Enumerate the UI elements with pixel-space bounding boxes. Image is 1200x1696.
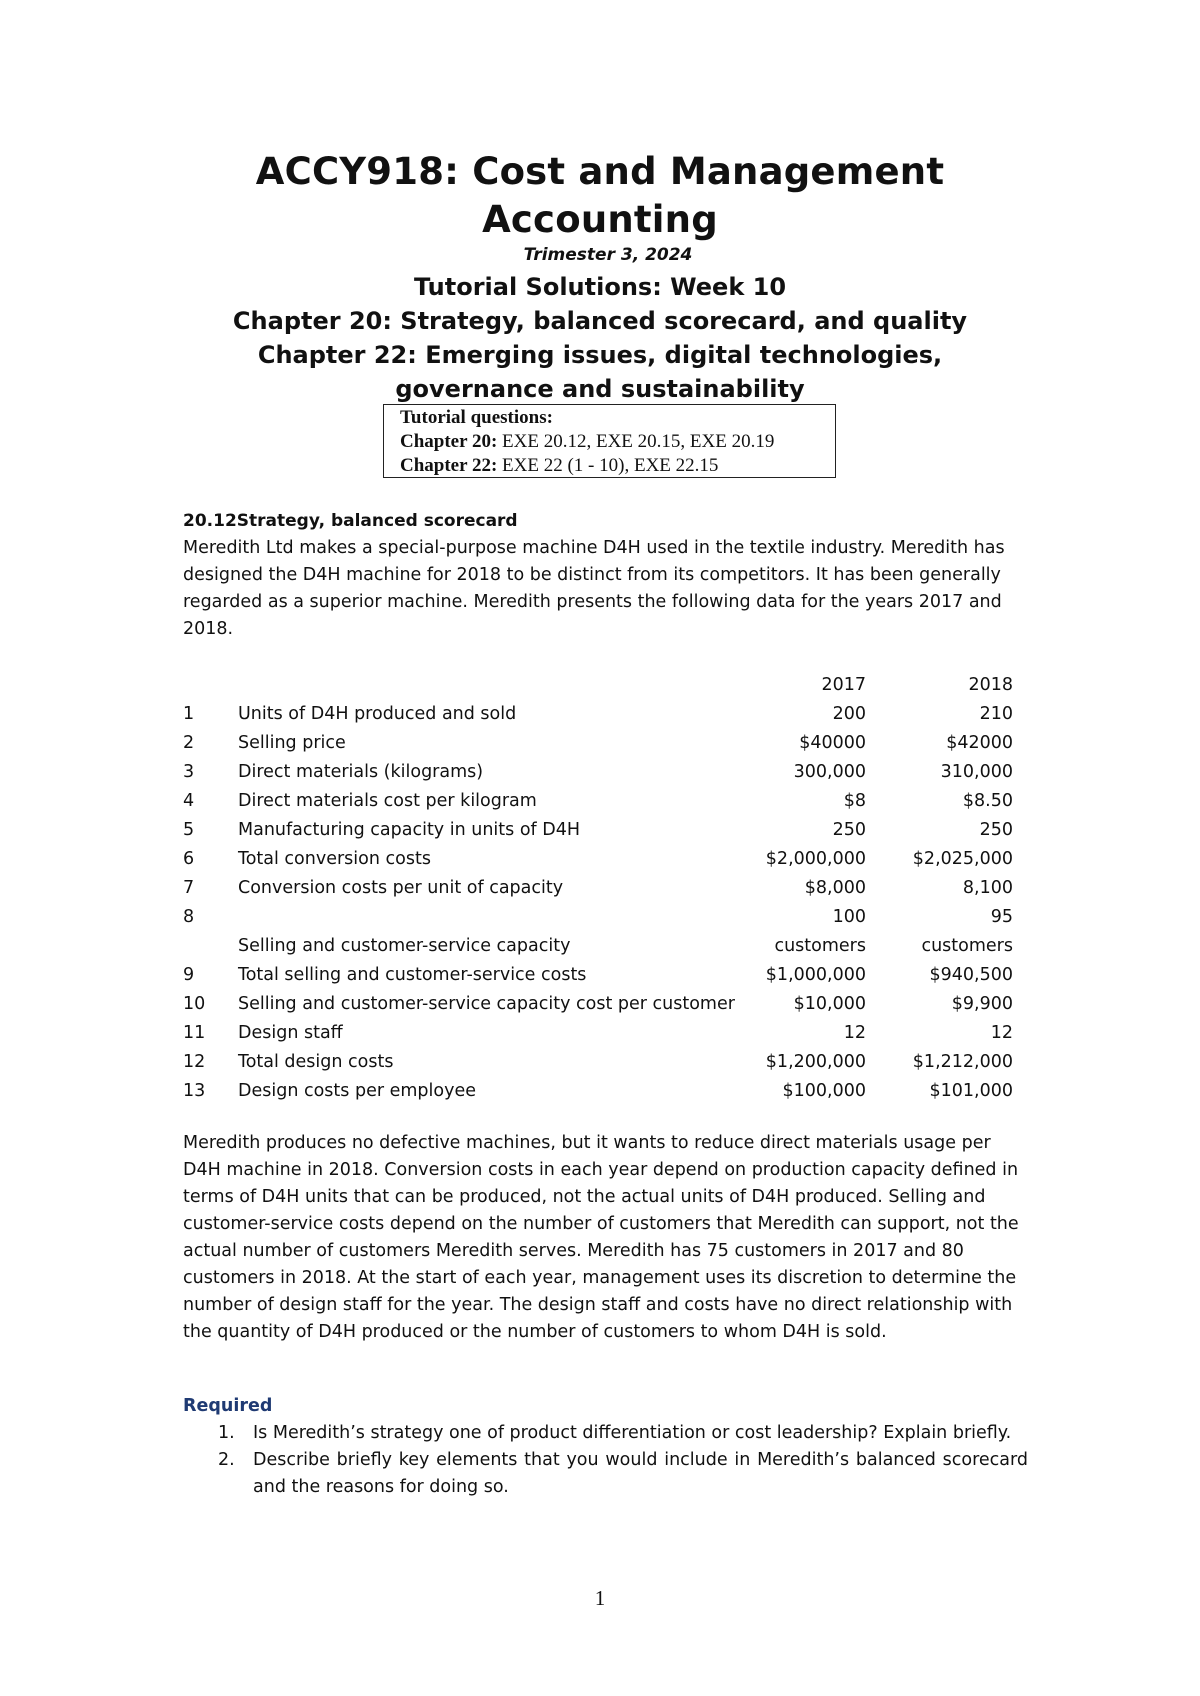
row-number: 1 xyxy=(183,704,195,724)
page-number: 1 xyxy=(594,1586,606,1610)
table-header-row xyxy=(183,671,1013,700)
list-item-number: 2. xyxy=(218,1450,235,1470)
chapter-22-exercises: EXE 22 (1 - 10), EXE 22.15 xyxy=(497,455,719,476)
table-row xyxy=(183,1048,1013,1077)
row-number: 7 xyxy=(183,878,195,898)
value-2017: $1,000,000 xyxy=(765,965,866,985)
table-row xyxy=(183,1019,1013,1048)
value-2018-unit: customers xyxy=(921,936,1013,956)
value-2017-count: 100 xyxy=(832,907,866,927)
chapter-20-label: Chapter 20: xyxy=(400,431,498,452)
tutorial-questions-heading: Tutorial questions: xyxy=(400,407,553,428)
exercise-body-paragraph: Meredith produces no defective machines, but it wants to reduce direct materials usage per D4H machine in 2018. Conversion costs in each year depend on production capacity defined in terms of D4H units that can be produced, not the actual units of D4H produced. Selling and customer-service costs depend on the number of customers that Meredith can support, not the actual number of customers Meredith serves. Meredith has 75 customers in 2017 and 80 customers in 2018. At the start of each year, management uses its discretion to determine the number of design staff for the year. The design staff and costs have no direct relationship with the quantity of D4H produced or the number of customers to whom D4H is sold. xyxy=(183,1133,1019,1342)
list-item-number: 1. xyxy=(218,1423,235,1443)
row-label: Total design costs xyxy=(238,1052,394,1072)
subtitle-chapter-22-cont: governance and sustainability xyxy=(395,375,805,403)
document-title xyxy=(0,148,1200,244)
table-row xyxy=(183,729,1013,758)
row-label: Design staff xyxy=(238,1023,343,1043)
value-2018: 12 xyxy=(990,1023,1013,1043)
value-2017: $100,000 xyxy=(782,1081,866,1101)
tutorial-chapter-20-row xyxy=(384,430,835,454)
value-2017: $40000 xyxy=(799,733,866,753)
row-number: 12 xyxy=(183,1052,206,1072)
value-2018: $8.50 xyxy=(962,791,1013,811)
required-list xyxy=(183,1420,1028,1501)
row-number: 3 xyxy=(183,762,195,782)
column-header-2017: 2017 xyxy=(821,675,866,695)
value-2018: $940,500 xyxy=(929,965,1013,985)
value-2018: 310,000 xyxy=(940,762,1013,782)
table-row xyxy=(183,874,1013,903)
table-row xyxy=(183,700,1013,729)
row-label: Selling price xyxy=(238,733,346,753)
value-2017 xyxy=(774,903,866,961)
value-2017: 12 xyxy=(843,1023,866,1043)
table-row xyxy=(183,845,1013,874)
required-heading: Required xyxy=(183,1396,273,1416)
table-row xyxy=(183,903,1013,961)
value-2018-count: 95 xyxy=(990,907,1013,927)
value-2017: 300,000 xyxy=(793,762,866,782)
value-2017: 200 xyxy=(832,704,866,724)
row-label: Direct materials cost per kilogram xyxy=(238,791,537,811)
row-number: 2 xyxy=(183,733,195,753)
value-2017-unit: customers xyxy=(774,936,866,956)
list-item xyxy=(183,1447,1028,1501)
row-number: 5 xyxy=(183,820,195,840)
value-2018: $1,212,000 xyxy=(912,1052,1013,1072)
subtitle-week: Tutorial Solutions: Week 10 xyxy=(413,273,787,301)
table-row xyxy=(183,787,1013,816)
row-label: Selling and customer-service capacity cost per customer xyxy=(238,994,735,1014)
title-line-1: ACCY918: Cost and Management xyxy=(255,150,945,193)
row-number: 4 xyxy=(183,791,195,811)
list-item xyxy=(183,1420,1028,1447)
row-label: Conversion costs per unit of capacity xyxy=(238,878,564,898)
subtitle-chapter-20: Chapter 20: Strategy, balanced scorecard, and quality xyxy=(232,307,968,335)
value-2018: $101,000 xyxy=(929,1081,1013,1101)
data-table xyxy=(183,671,1013,1106)
row-label: Manufacturing capacity in units of D4H xyxy=(238,820,581,840)
row-label: Total selling and customer-service costs xyxy=(238,965,587,985)
exercise-intro-paragraph: Meredith Ltd makes a special-purpose machine D4H used in the textile industry. Meredith has designed the D4H machine for 2018 to be distinct from its competitors. It has been generally regarded as a superior machine. Meredith presents the following data for the years 2017 and 2018. xyxy=(183,538,1005,639)
value-2017: 250 xyxy=(832,820,866,840)
value-2017: $2,000,000 xyxy=(765,849,866,869)
exercise-title: 20.12Strategy, balanced scorecard xyxy=(183,511,518,531)
column-header-2018: 2018 xyxy=(968,675,1013,695)
row-number: 6 xyxy=(183,849,195,869)
value-2018: $42000 xyxy=(946,733,1013,753)
value-2018: 250 xyxy=(979,820,1013,840)
value-2017: $10,000 xyxy=(793,994,866,1014)
tutorial-chapter-22-row xyxy=(384,454,835,478)
value-2018 xyxy=(921,903,1013,961)
row-label: Selling and customer-service capacity xyxy=(238,936,571,956)
tutorial-questions-box xyxy=(383,404,836,478)
value-2018: 210 xyxy=(979,704,1013,724)
title-line-2: Accounting xyxy=(482,198,718,241)
row-label: Units of D4H produced and sold xyxy=(238,704,517,724)
trimester-label: Trimester 3, 2024 xyxy=(523,245,693,265)
value-2018: 8,100 xyxy=(962,878,1013,898)
chapter-20-exercises: EXE 20.12, EXE 20.15, EXE 20.19 xyxy=(497,431,775,452)
row-number: 11 xyxy=(183,1023,206,1043)
row-label: Direct materials (kilograms) xyxy=(238,762,484,782)
list-item-text: Is Meredith’s strategy one of product differentiation or cost leadership? Explain briefly. xyxy=(253,1423,1012,1443)
row-number: 10 xyxy=(183,994,206,1014)
row-number: 8 xyxy=(183,907,195,927)
table-row xyxy=(183,961,1013,990)
table-row xyxy=(183,1077,1013,1106)
value-2017: $8,000 xyxy=(804,878,866,898)
row-number: 9 xyxy=(183,965,195,985)
list-item-text: Describe briefly key elements that you would include in Meredith’s balanced scorecard and the reasons for doing so. xyxy=(253,1450,1028,1497)
row-label: Design costs per employee xyxy=(238,1081,476,1101)
table-row xyxy=(183,990,1013,1019)
subtitle-chapter-22: Chapter 22: Emerging issues, digital technologies, xyxy=(257,341,943,369)
value-2018: $9,900 xyxy=(951,994,1013,1014)
table-row xyxy=(183,758,1013,787)
table-row xyxy=(183,816,1013,845)
value-2017: $1,200,000 xyxy=(765,1052,866,1072)
chapter-22-label: Chapter 22: xyxy=(400,455,498,476)
value-2017: $8 xyxy=(843,791,866,811)
row-number: 13 xyxy=(183,1081,206,1101)
row-label: Total conversion costs xyxy=(238,849,431,869)
value-2018: $2,025,000 xyxy=(912,849,1013,869)
